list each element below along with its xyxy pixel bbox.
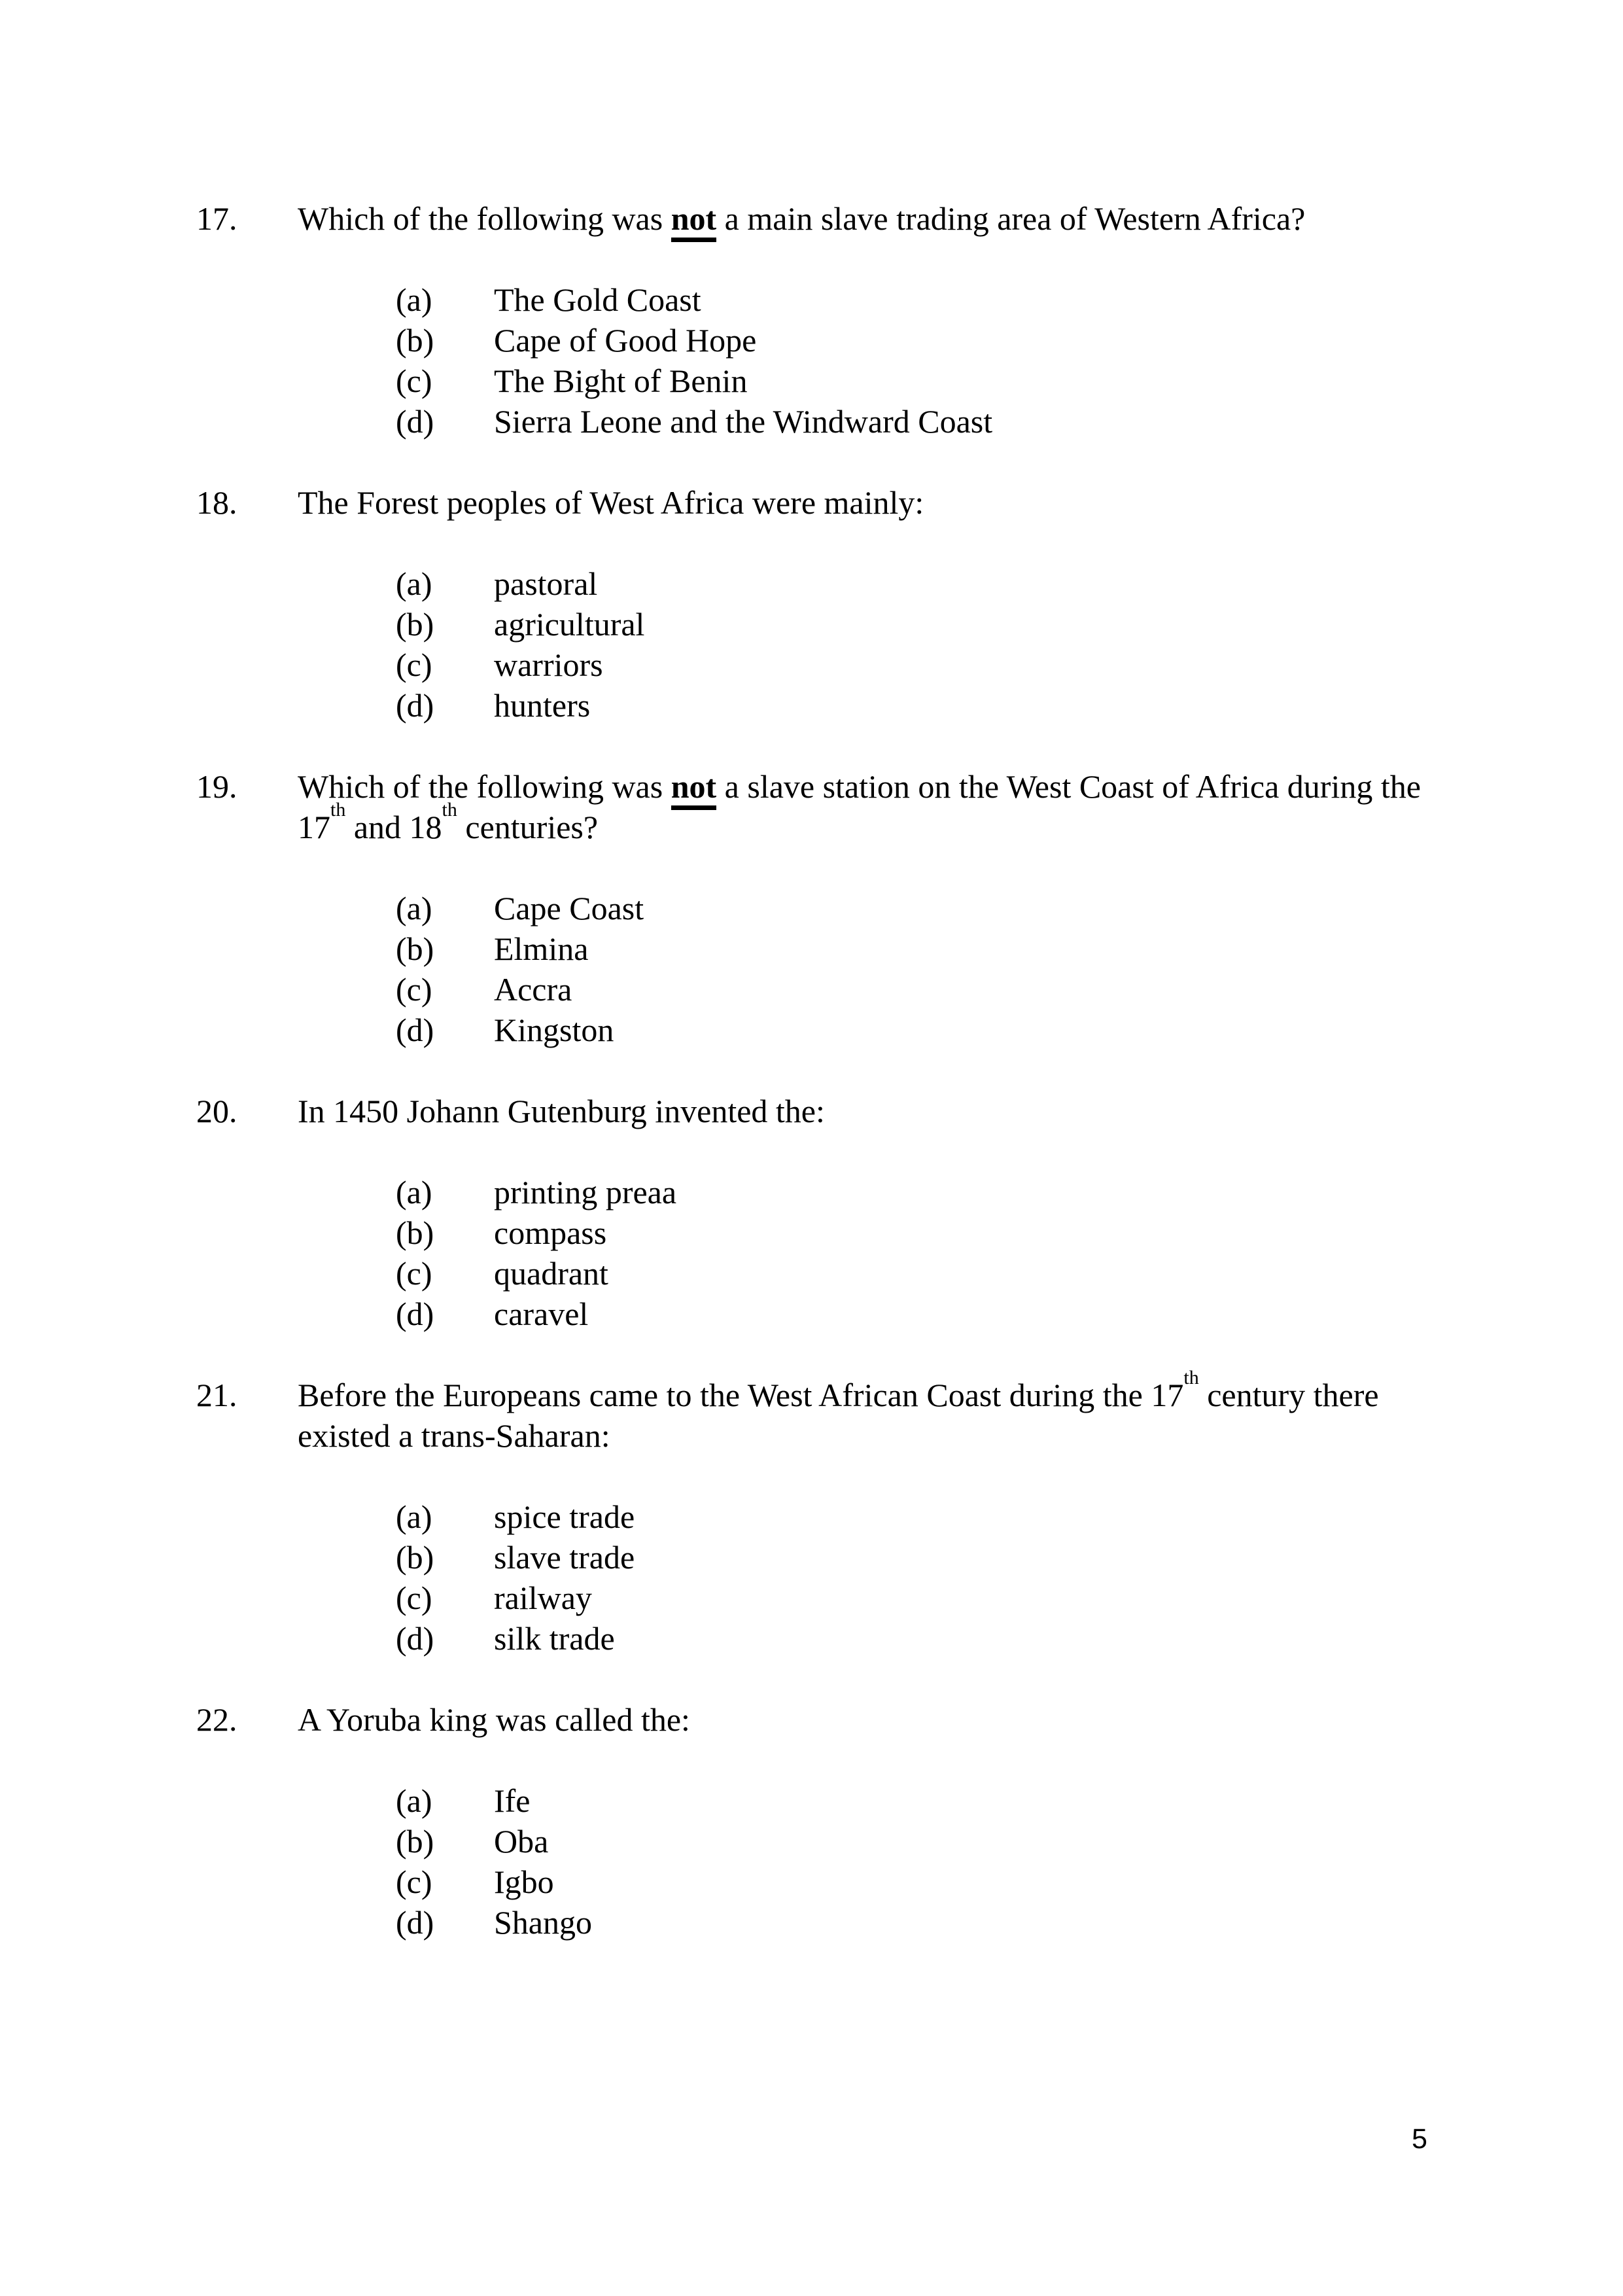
ordinal-superscript: th — [442, 798, 457, 821]
option-text: spice trade — [494, 1498, 635, 1535]
question-row — [0, 1091, 1623, 1131]
answer-option — [0, 645, 1623, 685]
option-text: warriors — [494, 646, 603, 683]
option-letter: (d) — [396, 1620, 434, 1657]
option-letter: (a) — [396, 565, 432, 602]
option-letter: (b) — [396, 930, 434, 967]
text-segment: Before the Europeans came to the West African Coast during the 17 — [298, 1377, 1184, 1413]
question-row — [0, 1699, 1623, 1740]
question-row — [0, 766, 1623, 847]
option-text: slave trade — [494, 1539, 635, 1576]
question-number: 17. — [196, 200, 237, 237]
answer-option — [0, 1902, 1623, 1943]
question-row — [0, 482, 1623, 523]
text-segment: In 1450 Johann Gutenburg invented the: — [298, 1093, 825, 1129]
option-text: hunters — [494, 687, 591, 724]
option-letter: (a) — [396, 1174, 432, 1210]
questions-list — [0, 198, 1623, 1983]
ordinal-superscript: th — [330, 798, 346, 821]
answer-option — [0, 1780, 1623, 1821]
option-text: Accra — [494, 971, 572, 1008]
question-number: 22. — [196, 1701, 237, 1738]
question-number: 20. — [196, 1093, 237, 1129]
question-number: 18. — [196, 484, 237, 521]
option-letter: (d) — [396, 687, 434, 724]
answer-option — [0, 1496, 1623, 1537]
question-text — [298, 482, 1541, 523]
answer-option — [0, 1862, 1623, 1902]
option-text: Shango — [494, 1904, 592, 1941]
option-letter: (b) — [396, 1539, 434, 1576]
text-segment: existed a trans-Saharan: — [298, 1417, 610, 1454]
option-text: The Bight of Benin — [494, 362, 748, 399]
option-text: railway — [494, 1580, 592, 1616]
option-text: caravel — [494, 1296, 589, 1332]
answer-option — [0, 1212, 1623, 1253]
option-letter: (d) — [396, 1012, 434, 1048]
option-text: pastoral — [494, 565, 598, 602]
option-text: Kingston — [494, 1012, 614, 1048]
option-text: Cape of Good Hope — [494, 322, 757, 359]
answer-option — [0, 969, 1623, 1010]
text-segment: 17 — [298, 809, 330, 845]
option-letter: (a) — [396, 1782, 432, 1819]
option-text: Elmina — [494, 930, 589, 967]
option-text: Oba — [494, 1823, 549, 1860]
question-block — [0, 1091, 1623, 1334]
option-letter: (b) — [396, 606, 434, 643]
options-list — [0, 279, 1623, 442]
text-segment: Which of the following was — [298, 200, 671, 237]
option-letter: (a) — [396, 1498, 432, 1535]
ordinal-superscript: th — [1183, 1366, 1199, 1388]
option-text: The Gold Coast — [494, 281, 701, 318]
answer-option — [0, 1821, 1623, 1862]
answer-option — [0, 563, 1623, 604]
answer-option — [0, 1618, 1623, 1659]
text-segment: Which of the following was — [298, 768, 671, 805]
emphasized-word: not — [671, 200, 716, 242]
option-letter: (c) — [396, 1255, 432, 1292]
option-text: quadrant — [494, 1255, 608, 1292]
page-number: 5 — [1412, 2123, 1427, 2155]
answer-option — [0, 1172, 1623, 1212]
question-text — [298, 1091, 1541, 1131]
answer-option — [0, 279, 1623, 320]
question-block — [0, 766, 1623, 1050]
question-row — [0, 1366, 1623, 1456]
question-row — [0, 198, 1623, 239]
answer-option — [0, 401, 1623, 442]
option-text: Igbo — [494, 1863, 554, 1900]
answer-option — [0, 1010, 1623, 1050]
options-list — [0, 1780, 1623, 1943]
question-number: 19. — [196, 768, 237, 805]
option-letter: (a) — [396, 890, 432, 927]
text-segment: The Forest peoples of West Africa were mainly: — [298, 484, 924, 521]
question-text — [298, 1366, 1541, 1456]
answer-option — [0, 1294, 1623, 1334]
option-letter: (c) — [396, 1580, 432, 1616]
question-text — [298, 198, 1541, 239]
answer-option — [0, 1537, 1623, 1578]
text-segment: century there — [1198, 1377, 1379, 1413]
answer-option — [0, 320, 1623, 361]
question-block — [0, 1366, 1623, 1659]
option-text: compass — [494, 1214, 607, 1251]
option-letter: (c) — [396, 362, 432, 399]
emphasized-word: not — [671, 768, 716, 810]
option-letter: (b) — [396, 322, 434, 359]
answer-option — [0, 888, 1623, 928]
text-segment: a main slave trading area of Western Africa? — [716, 200, 1306, 237]
option-letter: (c) — [396, 646, 432, 683]
option-letter: (d) — [396, 1296, 434, 1332]
question-text — [298, 766, 1541, 847]
text-segment: a slave station on the West Coast of Africa during the — [716, 768, 1421, 805]
option-letter: (b) — [396, 1214, 434, 1251]
option-text: agricultural — [494, 606, 645, 643]
question-block — [0, 1699, 1623, 1943]
option-text: silk trade — [494, 1620, 615, 1657]
option-letter: (c) — [396, 971, 432, 1008]
question-block — [0, 482, 1623, 726]
answer-option — [0, 685, 1623, 726]
answer-option — [0, 361, 1623, 401]
text-segment: and 18 — [345, 809, 442, 845]
option-letter: (d) — [396, 1904, 434, 1941]
option-letter: (a) — [396, 281, 432, 318]
option-text: Cape Coast — [494, 890, 644, 927]
text-segment: A Yoruba king was called the: — [298, 1701, 690, 1738]
answer-option — [0, 1578, 1623, 1618]
options-list — [0, 888, 1623, 1050]
answer-option — [0, 604, 1623, 645]
option-letter: (b) — [396, 1823, 434, 1860]
question-number: 21. — [196, 1377, 237, 1413]
option-letter: (c) — [396, 1863, 432, 1900]
question-text — [298, 1699, 1541, 1740]
question-block — [0, 198, 1623, 442]
answer-option — [0, 1253, 1623, 1294]
options-list — [0, 1496, 1623, 1659]
answer-option — [0, 928, 1623, 969]
option-text: printing preaa — [494, 1174, 677, 1210]
options-list — [0, 563, 1623, 726]
option-text: Sierra Leone and the Windward Coast — [494, 403, 993, 440]
option-letter: (d) — [396, 403, 434, 440]
options-list — [0, 1172, 1623, 1334]
text-segment: centuries? — [457, 809, 599, 845]
option-text: Ife — [494, 1782, 531, 1819]
